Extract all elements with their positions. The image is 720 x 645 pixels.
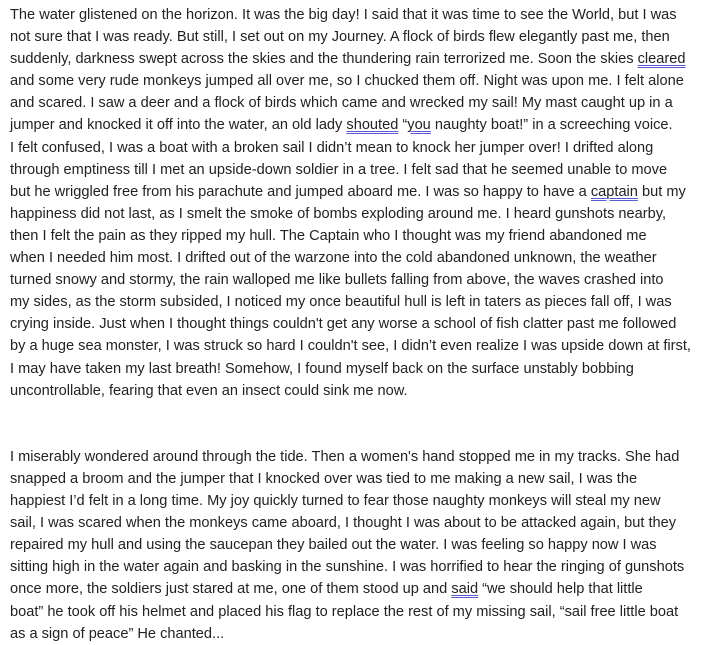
grammar-flag-said[interactable]: said: [451, 581, 479, 598]
text-line: uncontrollable, fearing that even an insect could sink me now.: [10, 382, 408, 399]
text-line: sail, I was scared when the monkeys came aboard, I thought I was about to be attacked again, but they: [10, 515, 677, 532]
text-line: turned snowy and stormy, the rain walloped me like bullets falling from above, the waves crashed into: [10, 272, 664, 289]
text-line: The water glistened on the horizon. It was the big day! I said that it was time to see the World, but I was: [10, 7, 677, 23]
text-line: repaired my hull and using the saucepan they bailed out the water. I was feeling so happy now I was: [10, 537, 657, 554]
text-line: happiness did not last, as I smelt the smoke of bombs exploding around me. I heard gunshots nearby,: [10, 205, 667, 222]
text-line: I may have taken my last breath! Somehow, I found myself back on the surface unstably bobbing: [10, 360, 634, 377]
paragraph-gap: [10, 402, 720, 446]
text-line: I miserably wondered around through the tide. Then a women's hand stopped me in my tracks. She had: [10, 448, 680, 465]
text-line: jumper and knocked it off into the water, an old lady shouted “you naughty boat!” in a screeching voice.: [10, 117, 673, 134]
text-line: my sides, as the storm subsided, I noticed my once beautiful hull is left in taters as pieces fall off, I was: [10, 294, 672, 311]
paragraph-1: [10, 4, 720, 402]
text-line: boat” he took off his helmet and placed his flag to replace the rest of my missing sail, “sail free little boat: [10, 603, 679, 620]
text-line: once more, the soldiers just stared at me, one of them stood up and said “we should help that little: [10, 581, 643, 598]
text-line: as a sign of peace” He chanted...: [10, 625, 225, 642]
text-line: and scared. I saw a deer and a flock of birds which came and wrecked my sail! My mast caught up in a: [10, 95, 673, 112]
text-line: when I needed him most. I drifted out of the warzone into the cold abandoned unknown, the weather: [10, 250, 657, 267]
text-line: suddenly, darkness swept across the skies and the thundering rain terrorized me. Soon the skies cleared: [10, 51, 686, 68]
grammar-flag-cleared[interactable]: cleared: [637, 51, 686, 68]
text-line: I felt confused, I was a boat with a broken sail I didn’t mean to knock her jumper over! I drifted along: [10, 139, 654, 156]
text-line: and some very rude monkeys jumped all over me, so I chucked them off. Night was upon me. I felt alone: [10, 73, 684, 90]
grammar-flag-shouted[interactable]: shouted: [346, 117, 399, 134]
text-line: through emptiness till I met an upside-down soldier in a tree. I felt sad that he seemed unable to move: [10, 161, 668, 178]
paragraph-2: [10, 446, 720, 645]
text-line: snapped a broom and the jumper that I knocked over was tied to me making a new sail, I was the: [10, 470, 638, 487]
text-line: but he wriggled free from his parachute and jumped aboard me. I was so happy to have a captain but my: [10, 183, 686, 200]
text-line: not sure that I was ready. But still, I set out on my Journey. A flock of birds flew elegantly past me, then: [10, 29, 670, 46]
grammar-flag-you[interactable]: you: [407, 117, 431, 134]
text-line: happiest I’d felt in a long time. My joy quickly turned to fear those naughty monkeys will steal my new: [10, 493, 661, 510]
text-line: then I felt the pain as they ripped my hull. The Captain who I thought was my friend abandoned me: [10, 227, 647, 244]
text-line: sitting high in the water again and basking in the sunshine. I was horrified to hear the ringing of gunshots: [10, 559, 685, 576]
grammar-flag-captain[interactable]: captain: [590, 183, 638, 200]
text-line: by a huge sea monster, I was struck so hard I couldn't see, I didn’t even realize I was upside down at first,: [10, 338, 691, 355]
text-line: crying inside. Just when I thought things couldn't get any worse a school of fish clatter past me followed: [10, 316, 677, 333]
